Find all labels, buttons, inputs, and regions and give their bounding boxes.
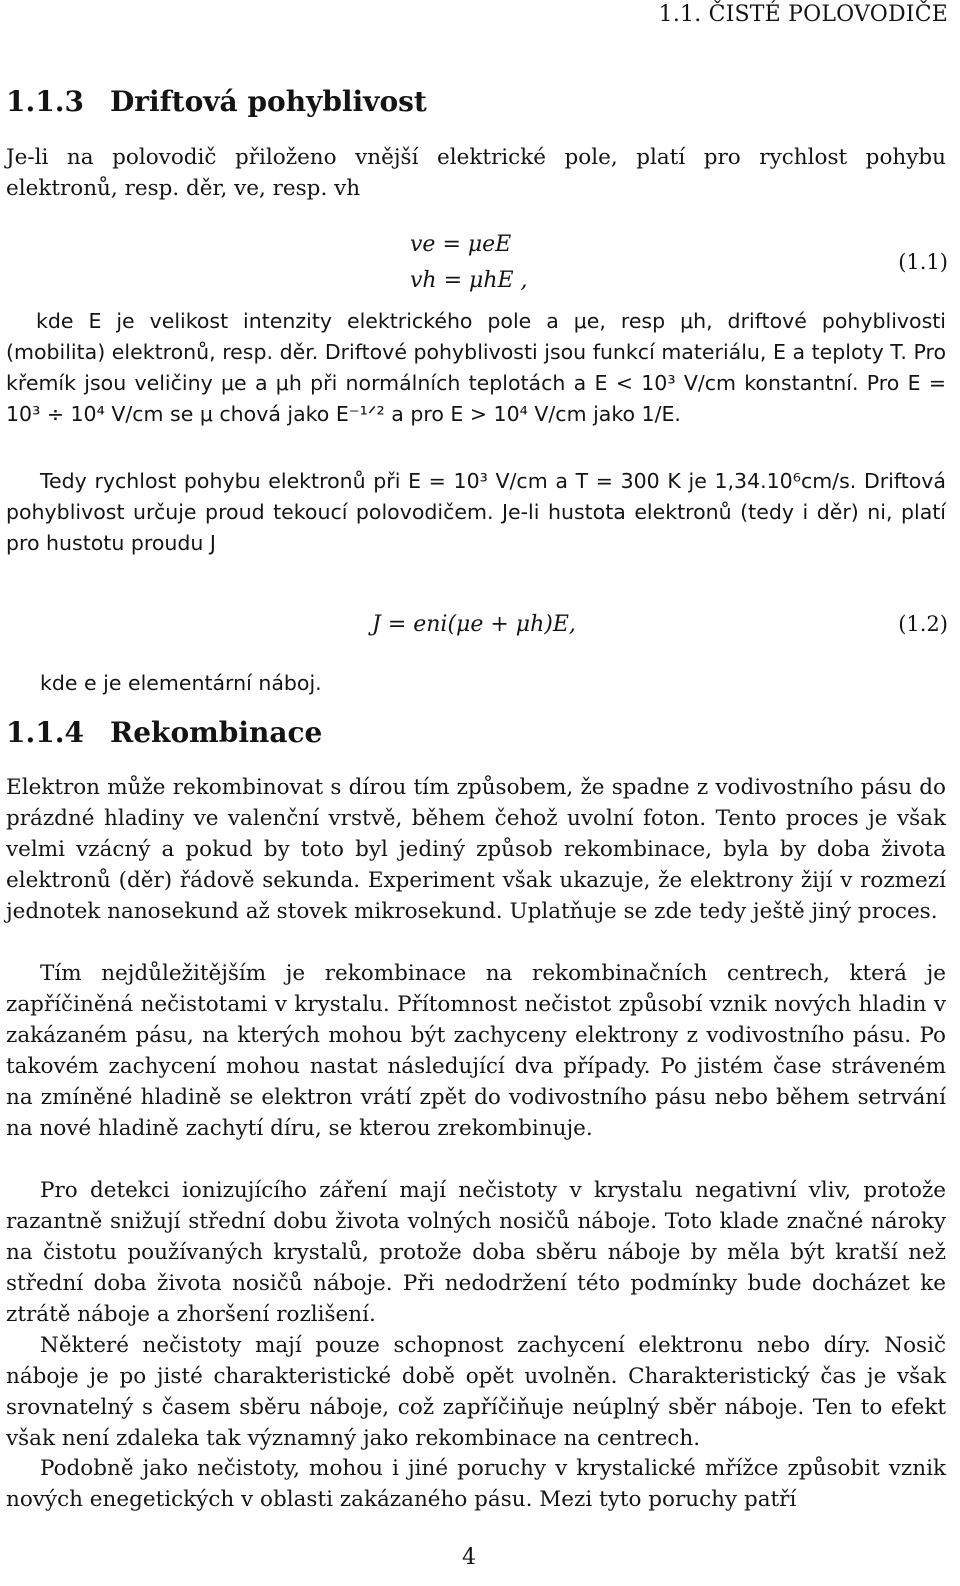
section-title: Driftová pohyblivost: [109, 85, 427, 118]
page-number: 4: [462, 1545, 476, 1570]
running-header: 1.1. ČISTÉ POLOVODIČE: [658, 2, 948, 27]
equation-2: J = eni(μe + μh)E,: [372, 612, 576, 637]
recombination-paragraph-2: Tím nejdůležitějším je rekombinace na rekombinačních centrech, která je zapříčiněná nečistotami v krystalu. Přítomnost nečistot způsobí vznik nových hladin v zakázaném pásu, na kterých mohou být zachyceny elektrony z vodivostního pásu. Po takovém zachycení mohou nastat následující dva případy. Po jistém čase stráveném na zmíněné hladině se elektron vrátí zpět do vodivostního pásu nebo během setrvání na nové hladině zachytí díru, se kterou zrekombinuje.: [6, 961, 946, 1141]
equation-1-line-2: vh = μhE ,: [410, 268, 528, 293]
recombination-paragraph-5: Podobně jako nečistoty, mohou i jiné poruchy v krystalické mřížce způsobit vznik nových enegetických v oblasti zakázaného pásu. Mezi tyto poruchy patří: [6, 1456, 946, 1512]
recombination-paragraph-3: Pro detekci ionizujícího záření mají nečistoty v krystalu negativní vliv, protože razantně snižují střední dobu života volných nosičů náboje. Toto klade značné nároky na čistotu používaných krystalů, protože doba sběru náboje by měla být kratší než střední doba života nosičů náboje. Při nedodržení této podmínky bude docházet ke ztrátě náboje a zhoršení rozlišení.: [6, 1178, 946, 1327]
section-number: 1.1.3: [6, 85, 84, 118]
equation-1-label: (1.1): [898, 250, 948, 274]
recombination-paragraph-4: Některé nečistoty mají pouze schopnost zachycení elektronu nebo díry. Nosič náboje je po jisté charakteristické době opět uvolněn. Charakteristický čas je však srovnatelný s časem sběru náboje, což zapříčiňuje neúplný sběr náboje. Ten to efekt však není zdaleka tak významný jako rekombinace na centrech.: [6, 1333, 946, 1451]
equation-1-line-1: ve = μeE: [410, 232, 512, 257]
section-heading-recombination: [6, 716, 322, 749]
section-number: 1.1.4: [6, 716, 84, 749]
drift-explanation-paragraph: kde E je velikost intenzity elektrického pole a μe, resp μh, driftové pohyblivosti (mobilita) elektronů, resp. děr. Driftové pohyblivosti jsou funkcí materiálu, E a teploty T. Pro křemík jsou veličiny μe a μh při normálních teplotách a E < 10³ V/cm konstantní. Pro E = 10³ ÷ 10⁴ V/cm se μ chová jako E⁻¹ᐟ² a pro E > 10⁴ V/cm jako 1/E.: [6, 309, 946, 426]
charge-note: kde e je elementární náboj.: [40, 671, 322, 695]
recombination-paragraph-1: Elektron může rekombinovat s dírou tím způsobem, že spadne z vodivostního pásu do prázdné hladiny ve valenční vrstvě, během čehož uvolní foton. Tento proces je však velmi vzácný a pokud by toto byl jediný způsob rekombinace, byla by doba života elektronů (děr) řádově sekunda. Experiment však ukazuje, že elektrony žijí v rozmezí jednotek nanosekund až stovek mikrosekund. Uplatňuje se zde tedy ještě jiný proces.: [6, 775, 946, 924]
equation-2-label: (1.2): [898, 612, 948, 636]
drift-velocity-paragraph: Tedy rychlost pohybu elektronů při E = 10³ V/cm a T = 300 K je 1,34.10⁶cm/s. Driftová pohyblivost určuje proud tekoucí polovodičem. Je-li hustota elektronů (tedy i děr) ni, platí pro hustotu proudu J: [6, 469, 946, 555]
section-title: Rekombinace: [109, 716, 323, 749]
drift-intro-paragraph: Je-li na polovodič přiloženo vnější elektrické pole, platí pro rychlost pohybu elektronů, resp. děr, ve, resp. vh: [6, 145, 946, 201]
section-heading-drift: [6, 85, 427, 118]
